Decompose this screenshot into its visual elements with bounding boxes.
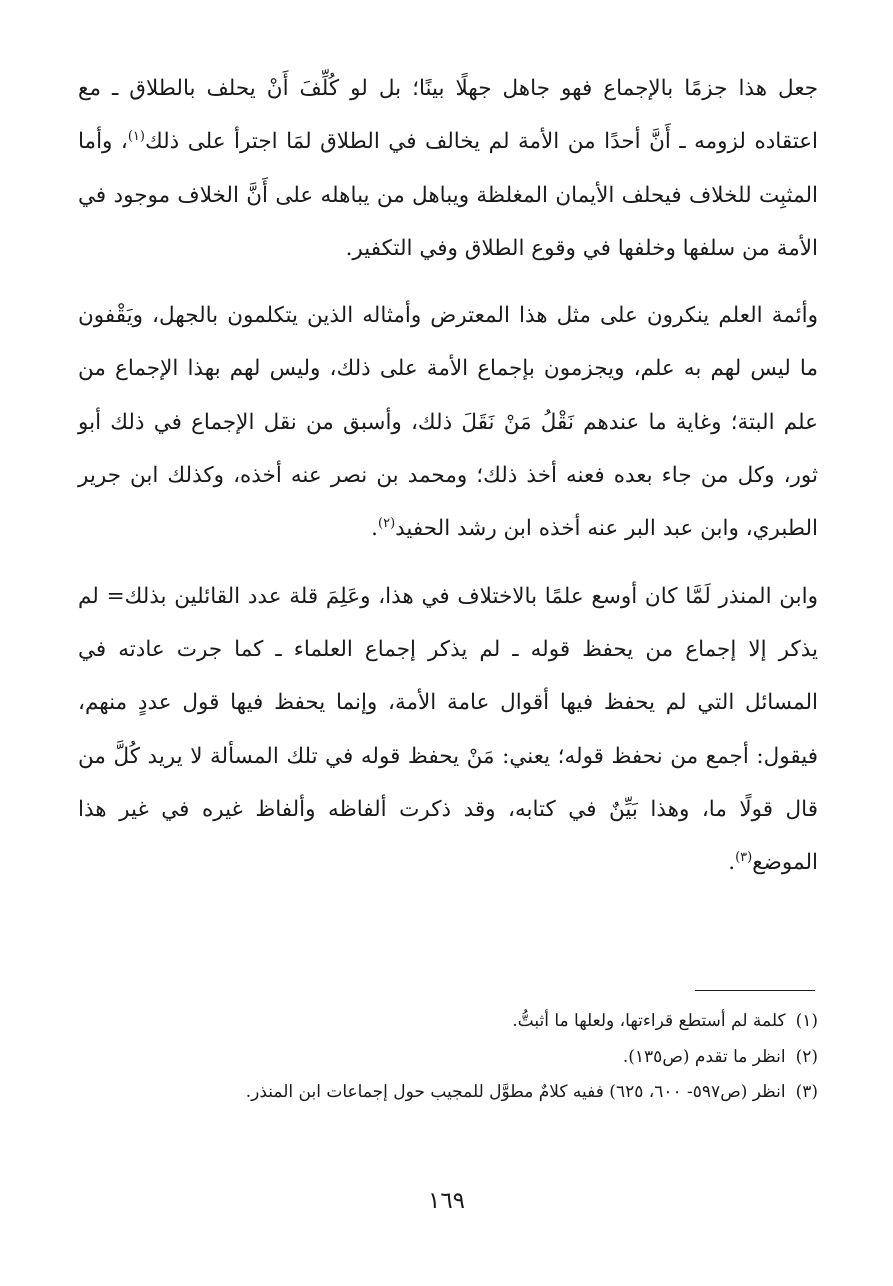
- footnote-number: (١): [795, 1011, 818, 1031]
- footnote-number: (٢): [795, 1046, 818, 1067]
- footnote-ref-1[interactable]: (١): [127, 129, 145, 145]
- paragraph-1-text-end: ، وأما المثبِت للخلاف فيحلف الأيمان المغلظة ويباهل من يباهله على أَنَّ الخلاف موجود في الأمة من سلفها وخلفها في وقوع الطلاق وفي التكفير.: [78, 129, 818, 261]
- footnote-2: [78, 1040, 818, 1076]
- footnotes: [78, 1004, 818, 1111]
- footnote-ref-2[interactable]: (٢): [378, 516, 396, 532]
- paragraph-2-text: وأئمة العلم ينكرون على مثل هذا المعترض وأمثاله الذين يتكلمون بالجهل، ويَقْفون ما ليس لهم به علم، ويجزمون بإجماع الأمة على ذلك، وليس لهم بهذا الإجماع من علم البتة؛ وغاية ما عندهم نَقْلُ مَنْ نَقَلَ ذلك، وأسبق من نقل الإجماع في ذلك أبو ثور، وكل من جاء بعده فعنه أخذ ذلك؛ ومحمد بن نصر عنه أخذه، وكذلك ابن جرير الطبري، وابن عبد البر عنه أخذه ابن رشد الحفيد: [78, 303, 818, 542]
- footnote-number: (٣): [795, 1082, 818, 1102]
- footnote-text: كلمة لم أستطع قراءتها، ولعلها ما أثبتُّ.: [512, 1011, 786, 1031]
- paragraph-3-text-end: .: [728, 850, 736, 876]
- footnote-ref-3[interactable]: (٣): [735, 850, 753, 865]
- paragraph-3: [78, 570, 818, 890]
- paragraph-1-text: جعل هذا جزمًا بالإجماع فهو جاهل جهلًا بينًا؛ بل لو كُلِّفَ أَنْ يحلف بالطلاق ـ مع اعتقاده لزومه ـ أَنَّ أحدًا من الأمة لم يخالف في الطلاق لمَا اجترأ على ذلك: [78, 76, 818, 155]
- footnote-1: [78, 1004, 818, 1040]
- footnote-text: انظر ما تقدم (ص١٣٥).: [622, 1046, 786, 1067]
- page-body: [78, 62, 818, 889]
- paragraph-1: [78, 62, 818, 275]
- paragraph-2: [78, 289, 818, 555]
- footnote-divider: [695, 990, 815, 991]
- paragraph-2-text-end: .: [371, 516, 378, 542]
- paragraph-3-text: وابن المنذر لَمَّا كان أوسع علمًا بالاختلاف في هذا، وعَلِمَ قلة عدد القائلين بذلك= لم يذكر إلا إجماع من يحفظ قوله ـ لم يذكر إجماع العلماء ـ كما جرت عادته في المسائل التي لم يحفظ فيها أقوال عامة الأمة، وإنما يحفظ فيها قول عددٍ منهم، فيقول: أجمع من نحفظ قوله؛ يعني: مَنْ يحفظ قوله في تلك المسألة لا يريد كُلَّ من قال قولًا ما، وهذا بَيِّنٌ في كتابه، وقد ذكرت ألفاظه وألفاظ غيره في غير هذا الموضع: [78, 583, 818, 876]
- page-number: ١٦٩: [427, 1188, 466, 1214]
- footnote-3: [78, 1075, 818, 1111]
- footnote-text: انظر (ص٥٩٧- ٦٠٠، ٦٢٥) ففيه كلامٌ مطوَّل للمجيب حول إجماعات ابن المنذر.: [245, 1082, 786, 1102]
